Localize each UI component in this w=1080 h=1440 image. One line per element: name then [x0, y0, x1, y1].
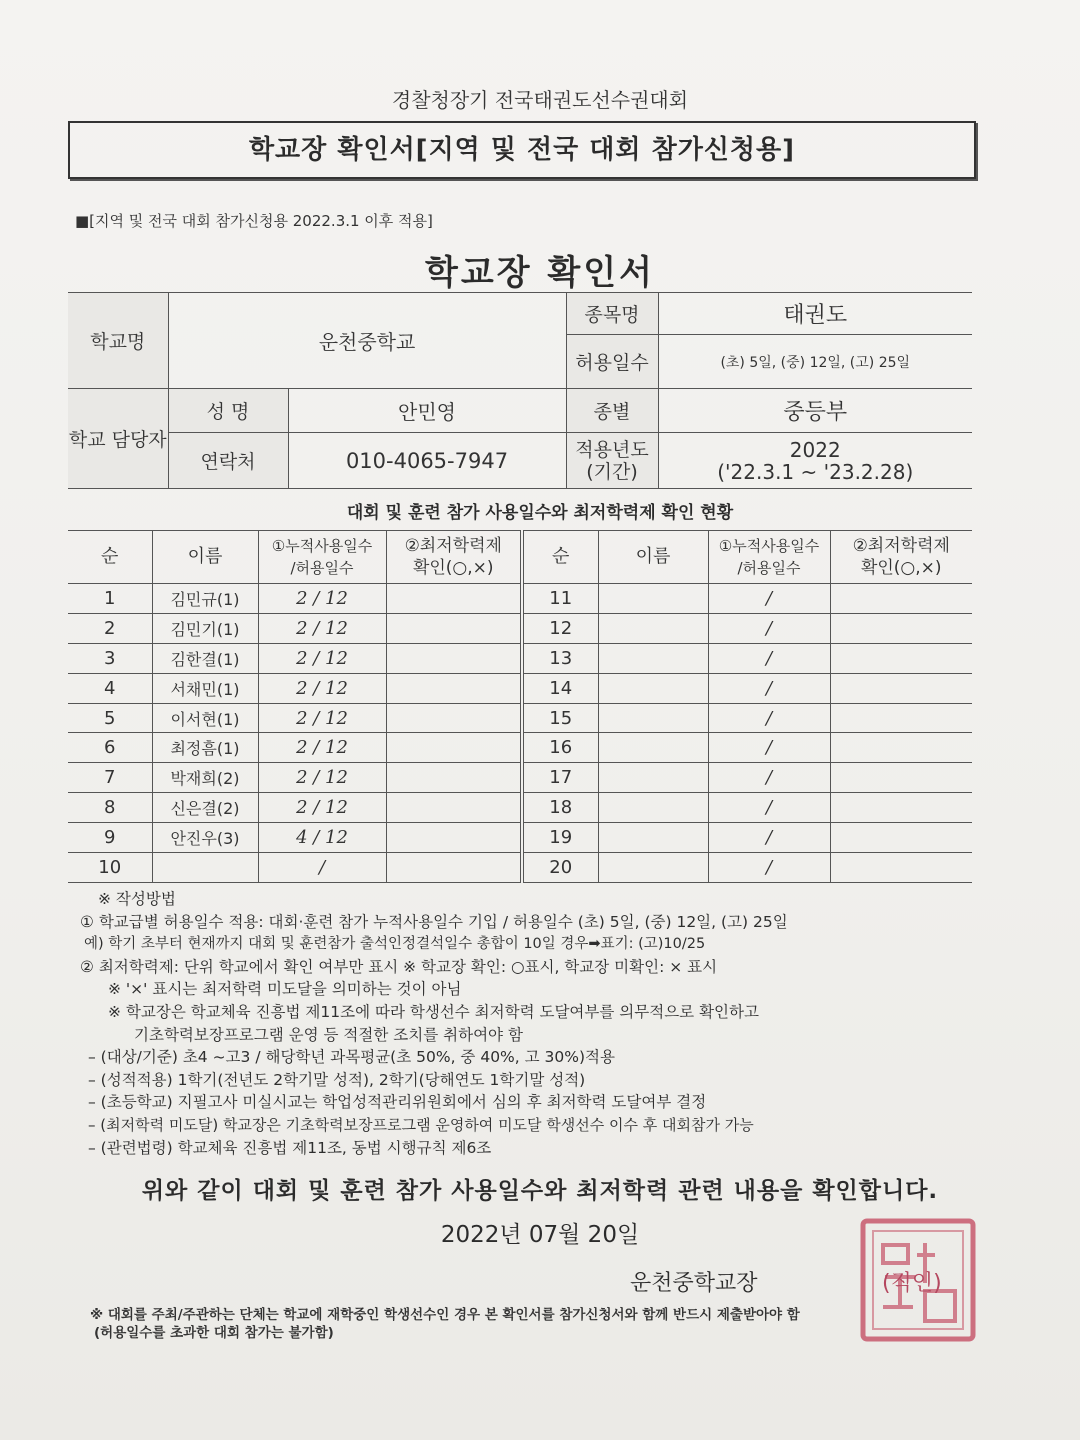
- header-acad-line2: 확인(○,×): [412, 558, 494, 578]
- student-name: [598, 643, 708, 673]
- row-number: 19: [522, 823, 598, 853]
- student-name: 최정흠(1): [152, 733, 258, 763]
- year-label-line1: 적용년도: [575, 438, 649, 461]
- header-days-line1: ①누적사용일수: [271, 537, 373, 555]
- note-line: – (관련법령) 학교체육 진흥법 제11조, 동법 시행규칙 제6조: [88, 1138, 492, 1157]
- principal-title: 운천중학교장: [630, 1271, 758, 1296]
- header-days-line1: ①누적사용일수: [718, 537, 820, 555]
- student-name: 김민기(1): [152, 613, 258, 643]
- academic-check: [830, 613, 972, 643]
- used-days: 2 / 12: [258, 584, 386, 614]
- table-row: [68, 733, 972, 763]
- student-name: 박재희(2): [152, 763, 258, 793]
- year-number: 2022: [789, 437, 841, 462]
- academic-check: [386, 853, 522, 883]
- academic-check: [830, 853, 972, 883]
- contact-value: 010-4065-7947: [288, 433, 566, 489]
- table-row: [68, 703, 972, 733]
- used-days: /: [258, 853, 386, 883]
- writing-instructions: [80, 888, 980, 1159]
- records-table: [68, 530, 972, 883]
- footer-line: ※ 대회를 주최/주관하는 단체는 학교에 재학중인 학생선수인 경우 본 확인서를 참가신청서와 함께 반드시 제출받아야 함: [90, 1307, 800, 1323]
- used-days: /: [708, 763, 830, 793]
- row-number: 10: [68, 853, 152, 883]
- academic-check: [830, 584, 972, 614]
- header-days-line2: /허용일수: [290, 559, 354, 577]
- row-number: 11: [522, 584, 598, 614]
- main-title: 학교장 확인서: [425, 253, 655, 293]
- header-acad-left: [386, 531, 522, 584]
- row-number: 12: [522, 613, 598, 643]
- row-number: 15: [522, 703, 598, 733]
- table-row: [68, 763, 972, 793]
- student-name: [598, 763, 708, 793]
- student-name: 서채민(1): [152, 673, 258, 703]
- student-name: [598, 703, 708, 733]
- year-label-line2: (기간): [586, 460, 638, 483]
- boxed-title: 학교장 확인서[지역 및 전국 대회 참가신청용]: [68, 121, 976, 179]
- academic-check: [386, 733, 522, 763]
- header-acad-line1: ②최저학력제: [852, 536, 950, 556]
- contact-label: 연락처: [168, 433, 288, 489]
- student-name: [598, 733, 708, 763]
- seal-label: (직인): [882, 1271, 942, 1296]
- note-line: – (대상/기준) 초4 ~고3 / 해당학년 과목평균(초 50%, 중 40%, 고 30%)적용: [88, 1048, 615, 1067]
- row-number: 7: [68, 763, 152, 793]
- category-value: 중등부: [658, 389, 972, 433]
- academic-check: [386, 673, 522, 703]
- used-days: /: [708, 673, 830, 703]
- used-days: 4 / 12: [258, 823, 386, 853]
- used-days: /: [708, 584, 830, 614]
- row-number: 8: [68, 793, 152, 823]
- used-days: /: [708, 793, 830, 823]
- used-days: /: [708, 703, 830, 733]
- note-line: – (최저학력 미도달) 학교장은 기초학력보장프로그램 운영하여 미도달 학생선수 이수 후 대회참가 가능: [88, 1115, 754, 1134]
- table-row: [68, 793, 972, 823]
- table-row: [68, 643, 972, 673]
- table-row: [68, 584, 972, 614]
- header-acad-right: [830, 531, 972, 584]
- academic-check: [386, 703, 522, 733]
- note-line: – (성적적용) 1학기(전년도 2학기말 성적), 2학기(당해연도 1학기말 성적): [88, 1070, 586, 1089]
- academic-check: [386, 823, 522, 853]
- note-line: ※ '×' 표시는 최저학력 미도달을 의미하는 것이 아님: [108, 980, 462, 999]
- header-days-left: [258, 531, 386, 584]
- student-name: [598, 584, 708, 614]
- year-period: ('22.3.1 ~ '23.2.28): [717, 459, 914, 484]
- school-info-table: [68, 292, 972, 489]
- manager-name-label: 성 명: [168, 389, 288, 433]
- used-days: 2 / 12: [258, 673, 386, 703]
- used-days: /: [708, 733, 830, 763]
- student-name: 김민규(1): [152, 584, 258, 614]
- used-days: 2 / 12: [258, 613, 386, 643]
- academic-check: [830, 703, 972, 733]
- category-label: 종별: [566, 389, 658, 433]
- used-days: /: [708, 613, 830, 643]
- year-label: [566, 433, 658, 489]
- note-line: ① 학교급별 허용일수 적용: 대회·훈련 참가 누적사용일수 기입 / 허용일수 (초) 5일, (중) 12일, (고) 25일: [80, 912, 788, 931]
- student-name: 이서현(1): [152, 703, 258, 733]
- used-days: 2 / 12: [258, 643, 386, 673]
- student-name: [598, 853, 708, 883]
- header-name-right: 이름: [598, 531, 708, 584]
- confirmation-statement: 위와 같이 대회 및 훈련 참가 사용일수와 최저학력 관련 내용을 확인합니다.: [141, 1178, 939, 1204]
- used-days: 2 / 12: [258, 733, 386, 763]
- academic-check: [830, 733, 972, 763]
- row-number: 5: [68, 703, 152, 733]
- row-number: 6: [68, 733, 152, 763]
- table-row: [68, 853, 972, 883]
- student-name: 신은결(2): [152, 793, 258, 823]
- table-row: [68, 823, 972, 853]
- sport-label: 종목명: [566, 293, 658, 335]
- student-name: 김한결(1): [152, 643, 258, 673]
- row-number: 4: [68, 673, 152, 703]
- used-days: /: [708, 643, 830, 673]
- academic-check: [830, 673, 972, 703]
- applicability-notice: ■[지역 및 전국 대회 참가신청용 2022.3.1 이후 적용]: [75, 212, 433, 230]
- academic-check: [386, 793, 522, 823]
- row-number: 1: [68, 584, 152, 614]
- sport-value: 태권도: [658, 293, 972, 335]
- row-number: 18: [522, 793, 598, 823]
- row-number: 13: [522, 643, 598, 673]
- student-name: [598, 613, 708, 643]
- allowed-days-value: (초) 5일, (중) 12일, (고) 25일: [658, 335, 972, 389]
- header-name-left: 이름: [152, 531, 258, 584]
- student-name: [152, 853, 258, 883]
- academic-check: [386, 613, 522, 643]
- school-name: 운천중학교: [168, 293, 566, 389]
- used-days: 2 / 12: [258, 703, 386, 733]
- used-days: /: [708, 823, 830, 853]
- table-row: [68, 613, 972, 643]
- year-value: [658, 433, 972, 489]
- footer-note: [90, 1306, 970, 1342]
- student-name: [598, 823, 708, 853]
- academic-check: [830, 763, 972, 793]
- header-acad-line1: ②최저학력제: [404, 536, 502, 556]
- row-number: 17: [522, 763, 598, 793]
- note-line: ② 최저학력제: 단위 학교에서 확인 여부만 표시 ※ 학교장 확인: ○표시, 학교장 미확인: × 표시: [80, 957, 718, 976]
- student-name: [598, 793, 708, 823]
- note-line: ※ 학교장은 학교체육 진흥법 제11조에 따라 학생선수 최저학력 도달여부를 의무적으로 확인하고: [108, 1002, 759, 1021]
- event-title: 경찰청장기 전국태권도선수권대회: [391, 88, 689, 112]
- manager-label: 학교 담당자: [68, 389, 168, 489]
- note-line: 기초학력보장프로그램 운영 등 적절한 조치를 취하여야 함: [134, 1025, 523, 1044]
- academic-check: [386, 584, 522, 614]
- row-number: 3: [68, 643, 152, 673]
- school-label: 학교명: [68, 293, 168, 389]
- academic-check: [830, 793, 972, 823]
- records-section-title: 대회 및 훈련 참가 사용일수와 최저학력제 확인 현황: [346, 503, 734, 523]
- used-days: 2 / 12: [258, 793, 386, 823]
- footer-line: (허용일수를 초과한 대회 참가는 불가함): [94, 1325, 334, 1341]
- academic-check: [386, 643, 522, 673]
- note-line: – (초등학교) 지필고사 미실시교는 학업성적관리위원회에서 심의 후 최저학력 도달여부 결정: [88, 1093, 707, 1112]
- student-name: [598, 673, 708, 703]
- row-number: 20: [522, 853, 598, 883]
- academic-check: [830, 643, 972, 673]
- academic-check: [386, 763, 522, 793]
- used-days: /: [708, 853, 830, 883]
- row-number: 2: [68, 613, 152, 643]
- allowed-days-label: 허용일수: [566, 335, 658, 389]
- header-days-right: [708, 531, 830, 584]
- table-row: [68, 673, 972, 703]
- row-number: 9: [68, 823, 152, 853]
- note-line: ※ 작성방법: [98, 890, 176, 908]
- note-line: 예) 학기 초부터 현재까지 대회 및 훈련참가 출석인정결석일수 총합이 10일 경우➡표기: (고)10/25: [84, 936, 706, 953]
- academic-check: [830, 823, 972, 853]
- header-acad-line2: 확인(○,×): [860, 558, 942, 578]
- manager-name: 안민영: [288, 389, 566, 433]
- header-days-line2: /허용일수: [737, 559, 801, 577]
- header-no-right: 순: [522, 531, 598, 584]
- row-number: 16: [522, 733, 598, 763]
- used-days: 2 / 12: [258, 763, 386, 793]
- header-no-left: 순: [68, 531, 152, 584]
- row-number: 14: [522, 673, 598, 703]
- student-name: 안진우(3): [152, 823, 258, 853]
- issue-date: 2022년 07월 20일: [440, 1222, 640, 1248]
